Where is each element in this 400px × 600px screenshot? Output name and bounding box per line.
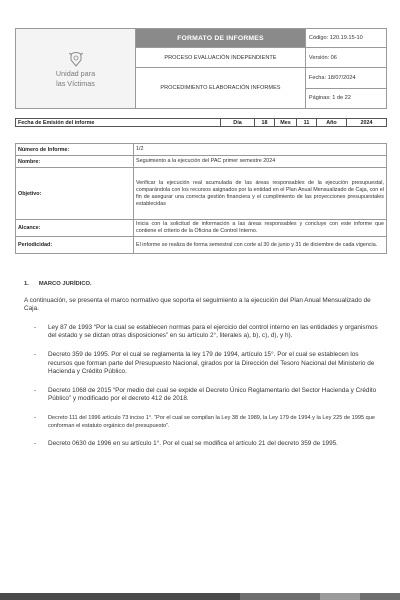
date-label: Fecha: 18/07/2024 [305,68,386,88]
info-key: Alcance: [16,220,134,237]
report-info-table [15,143,387,254]
info-value: Seguimiento a la ejecución del PAC primer semestre 2024 [134,156,387,168]
footer-segment-end [360,593,400,600]
info-key: Periodicidad: [16,237,134,254]
info-key: Objetivo: [16,168,134,220]
list-item-text: Decreto 359 de 1995. Por el cual se reglamenta la ley 179 de 1994, artículo 15°. Por el cual se establecen los recursos que forman parte del Presupuesto Nacional, girados por la Dirección del Tesoro Nacional del Ministerio de Hacienda y Crédito Público. [48,350,375,376]
info-row [16,156,387,168]
year-value: 2024 [346,119,386,126]
list-item [34,351,380,377]
emission-date-bar [15,118,387,127]
format-title: FORMATO DE INFORMES [136,29,306,48]
section-heading [24,280,380,289]
procedure-label: PROCEDIMIENTO ELABORACIÓN INFORMES [136,68,306,109]
list-item-text: Decreto 0630 de 1996 en su artículo 1°. Por el cual se modifica el artículo 21 del decreto 359 de 1995. [48,439,338,447]
section-number: 1. [24,281,29,287]
bullet-dash: - [34,386,37,394]
bullet-dash: - [34,413,37,421]
info-value: Verificar la ejecución real acumulada de las áreas responsables de la ejecución presupuestal, comparándola con los recursos asignados por la entidad en el Plan Anual Mensualizado de Caja, con el fin de asegurar una correcta gestión financiera y el cumplimiento de las proyecciones presupuestales establecidas [134,168,387,220]
pages-label: Páginas: 1 de 22 [305,88,386,108]
document-header [15,28,387,109]
day-label: Día [220,119,254,126]
footer-bar [0,593,400,600]
bullet-dash: - [34,350,37,358]
info-key: Número de Informe: [16,144,134,156]
logo-text-line-1: Unidad para [55,68,96,78]
intro-paragraph: A continuación, se presenta el marco normativo que soporta el seguimiento a la ejecución del Plan Anual Mensualizado de Caja. [24,296,371,313]
list-item [34,414,380,430]
month-value: 11 [296,119,316,126]
legal-framework-list [24,324,380,449]
info-key: Nombre: [16,156,134,168]
version-label: Versión: 06 [305,48,386,68]
footer-segment-dark [0,593,240,600]
bullet-dash: - [34,323,37,331]
emission-label: Fecha de Emisión del informe [18,119,95,126]
coat-of-arms-icon [67,50,85,68]
logo-cell [16,29,136,109]
section-title: MARCO JURÍDICO. [38,281,92,287]
year-label: Año [316,119,346,126]
info-value: Inicia con la solicitud de información a las áreas responsables y concluye con este informe que contiene el criterio de la Oficina de Control Interno. [134,220,387,237]
logo-text-line-2: las Víctimas [56,78,95,88]
list-item [34,324,380,341]
list-item [34,440,380,449]
info-value: El informe se realiza de forma semestral con corte al 30 de junio y 31 de diciembre de cada vigencia. [134,237,387,254]
list-item-text: Decreto 111 del 1996 artículo 73 inciso 1°. “Por el cual se compilan la Ley 38 de 1989, la Ley 179 de 1994 y la Ley 225 de 1995 que conforman el estatuto orgánico del presupuesto”. [48,414,375,429]
list-item [34,387,380,404]
footer-segment-light [320,593,360,600]
code-label: Código: 120.19.15-10 [305,29,386,48]
info-row [16,220,387,237]
footer-segment-mid [240,593,320,600]
month-label: Mes [274,119,296,126]
bullet-dash: - [34,439,37,447]
info-row [16,144,387,156]
list-item-text: Ley 87 de 1993 “Por la cual se establecen normas para el ejercicio del control interno en las entidades y organismos del estado y se dictan otras disposiciones” en su artículo 2°, literales a), b), c), d), y h). [48,323,378,340]
list-item-text: Decreto 1068 de 2015 “Por medio del cual se expide el Decreto Único Reglamentario del Sector Hacienda y Crédito Público” y modificado por el decreto 412 de 2018. [48,386,377,403]
info-value: 1/2 [134,144,387,156]
info-row [16,237,387,254]
process-label: PROCESO EVALUACIÓN INDEPENDIENTE [136,48,306,68]
day-value: 18 [254,119,274,126]
document-body [24,280,380,459]
info-row [16,168,387,220]
